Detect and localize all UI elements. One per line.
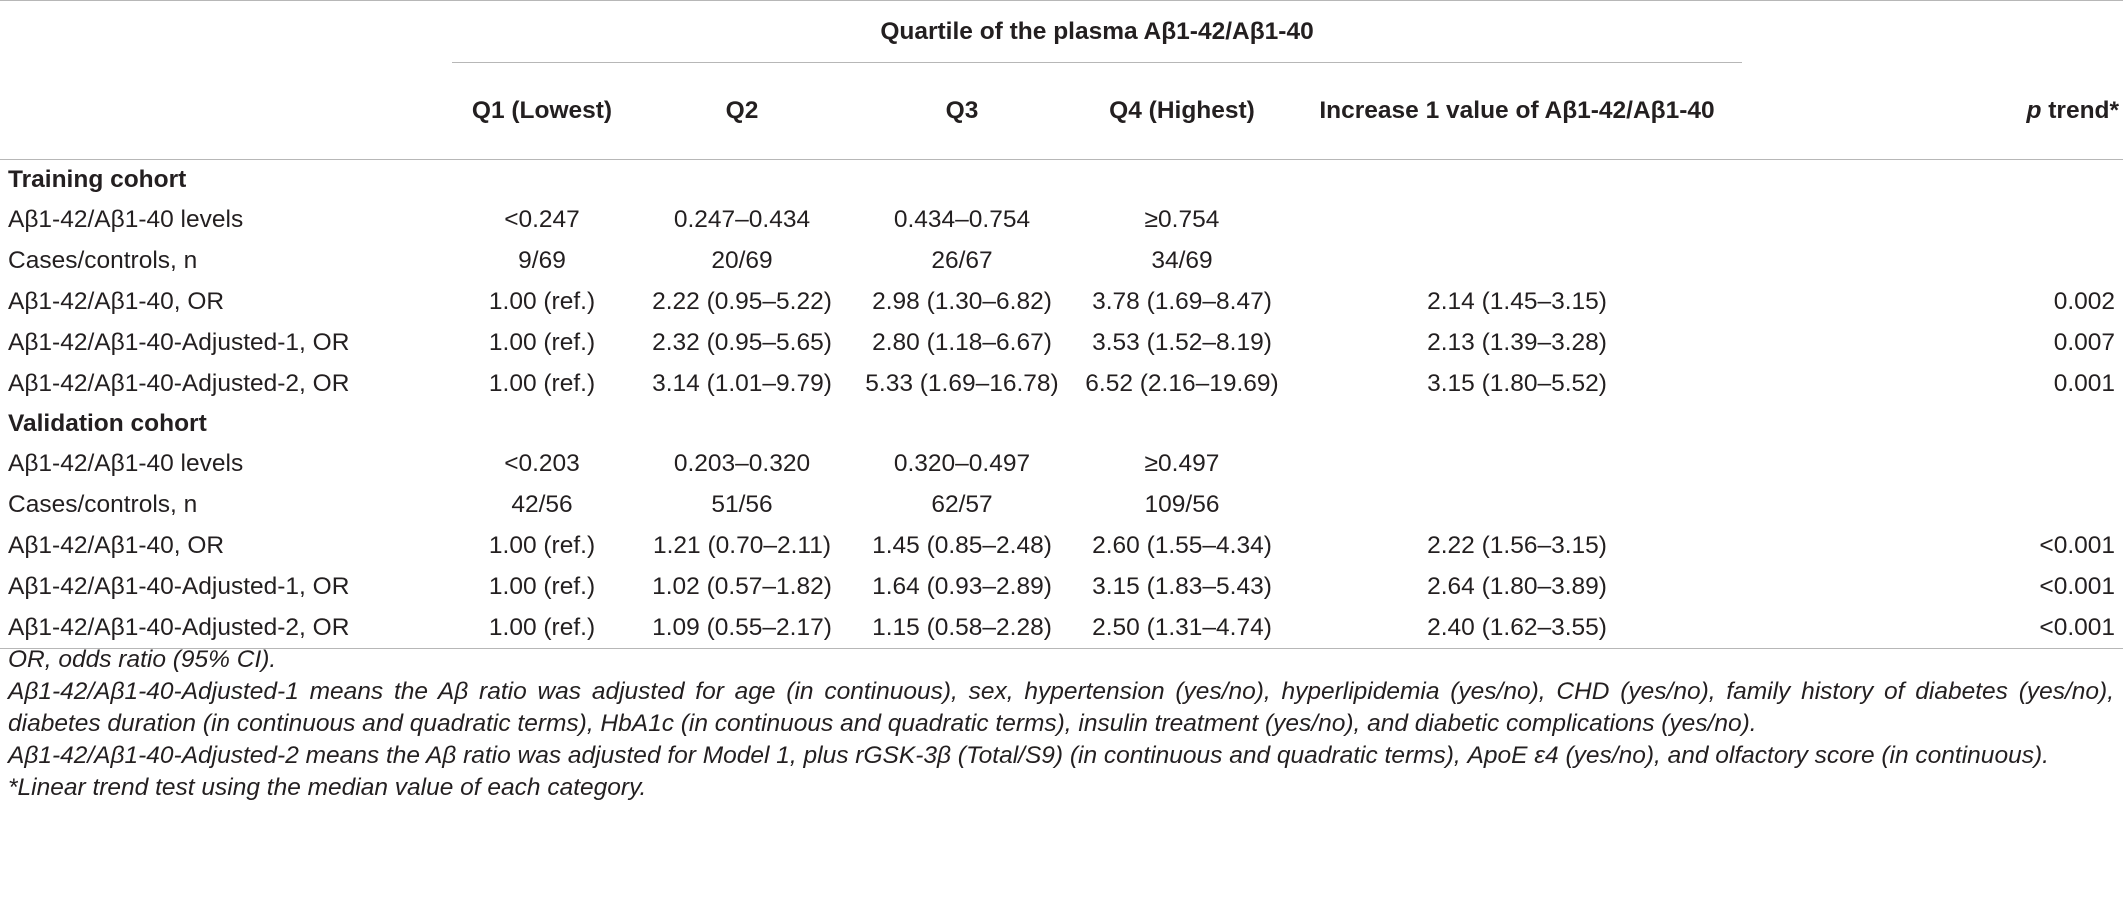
table-cell: 3.14 (1.01–9.79): [652, 369, 832, 397]
table-cell: 109/56: [1144, 490, 1220, 518]
column-header-p-trend: [1742, 63, 2123, 160]
table-footnotes: [8, 644, 2114, 804]
table-cell: 2.22 (1.56–3.15): [1427, 531, 1607, 559]
table-cell: 1.00 (ref.): [488, 287, 596, 315]
p-trend-text: trend*: [2041, 96, 2120, 124]
table-cell: 26/67: [931, 246, 993, 274]
table-cell: <0.247: [504, 205, 580, 233]
table-cell: <0.001: [1742, 607, 2123, 649]
table-cell: 2.98 (1.30–6.82): [872, 287, 1052, 315]
table-row: [0, 525, 2123, 566]
table-cell: 3.15 (1.83–5.43): [1092, 572, 1272, 600]
table-cell: 34/69: [1151, 246, 1213, 274]
table-cell: 3.15 (1.80–5.52): [1427, 369, 1607, 397]
table-cell: <0.203: [504, 449, 580, 477]
table-row: [0, 607, 2123, 649]
table-cell: 1.02 (0.57–1.82): [652, 572, 832, 600]
column-header-q1: Q1 (Lowest): [452, 63, 632, 160]
quartile-group-title: Quartile of the plasma Aβ1-42/Aβ1-40: [452, 1, 1742, 63]
table-cell: [1742, 199, 2123, 240]
table-row: [0, 199, 2123, 240]
table-cell: 0.434–0.754: [893, 205, 1031, 233]
row-label: Aβ1-42/Aβ1-40-Adjusted-1, OR: [8, 572, 350, 600]
row-label: Aβ1-42/Aβ1-40 levels: [8, 205, 244, 233]
section-header-row: [0, 160, 2123, 200]
table-cell: 0.002: [2053, 287, 2116, 315]
table-row: [0, 443, 2123, 484]
table-cell: 2.13 (1.39–3.28): [1427, 328, 1607, 356]
table-row: [0, 484, 2123, 525]
table-cell: 1.64 (0.93–2.89): [872, 572, 1052, 600]
section-header-row: [0, 404, 2123, 443]
table-cell: 42/56: [511, 490, 573, 518]
table-cell: 62/57: [931, 490, 993, 518]
table-row: [0, 240, 2123, 281]
footnote-adjusted-2: Aβ1-42/Aβ1-40-Adjusted-2 means the Aβ ratio was adjusted for Model 1, plus rGSK-3β (Total/S9) (in continuous and quadratic terms), ApoE ε4 (yes/no), and olfactory score (in continuous).: [8, 742, 2049, 769]
table-cell: 9/69: [518, 246, 566, 274]
table-cell: [1742, 443, 2123, 484]
table-row: [0, 566, 2123, 607]
table-cell: 1.00 (ref.): [488, 328, 596, 356]
table-cell: 0.007: [2053, 328, 2116, 356]
table-cell: [1742, 484, 2123, 525]
table-cell: 1.00 (ref.): [452, 607, 632, 649]
footnote-abbreviation: OR, odds ratio (95% CI).: [8, 646, 277, 673]
table-cell: 1.00 (ref.): [488, 531, 596, 559]
table-cell: 0.247–0.434: [673, 205, 811, 233]
table-cell: 2.50 (1.31–4.74): [1072, 607, 1292, 649]
table-cell: [1292, 443, 1742, 484]
table-row: [0, 363, 2123, 404]
table-cell: <0.001: [2039, 531, 2116, 559]
table-cell: 2.80 (1.18–6.67): [872, 328, 1052, 356]
header-empty-cell: [0, 63, 452, 160]
table-cell: [1292, 484, 1742, 525]
table-cell: [1742, 240, 2123, 281]
table-cell: 2.60 (1.55–4.34): [1092, 531, 1272, 559]
table-cell: 2.22 (0.95–5.22): [652, 287, 832, 315]
table-column-header-row: [0, 63, 2123, 160]
table-cell: 3.78 (1.69–8.47): [1092, 287, 1272, 315]
table-row: [0, 281, 2123, 322]
table-cell: 2.32 (0.95–5.65): [652, 328, 832, 356]
p-italic-text: p: [2026, 96, 2042, 124]
header-empty-cell: [1742, 1, 2123, 63]
table-cell: ≥0.497: [1144, 449, 1220, 477]
column-header-q3: Q3: [852, 63, 1072, 160]
table-cell: 1.00 (ref.): [488, 572, 596, 600]
table-cell: 1.09 (0.55–2.17): [632, 607, 852, 649]
row-label: Aβ1-42/Aβ1-40, OR: [8, 287, 225, 315]
table-cell: 1.45 (0.85–2.48): [872, 531, 1052, 559]
table-cell: 2.40 (1.62–3.55): [1292, 607, 1742, 649]
table-cell: 0.203–0.320: [673, 449, 811, 477]
table-cell: 1.15 (0.58–2.28): [852, 607, 1072, 649]
table-cell: 3.53 (1.52–8.19): [1092, 328, 1272, 356]
table-group-header-row: [0, 1, 2123, 63]
header-empty-cell: [0, 1, 452, 63]
section-title-validation: Validation cohort: [8, 409, 207, 437]
footnote-adjusted-1: Aβ1-42/Aβ1-40-Adjusted-1 means the Aβ ratio was adjusted for age (in continuous), sex, hypertension (yes/no), hyperlipidemia (yes/no), CHD (yes/no), family history of diabetes (yes/no), diabetes duration (in continuous and quadratic terms), HbA1c (in continuous and quadratic terms), insulin treatment (yes/no), and diabetic complications (yes/no).: [8, 678, 2114, 737]
column-header-increase: Increase 1 value of Aβ1-42/Aβ1-40: [1292, 63, 1742, 160]
table-cell: [1292, 199, 1742, 240]
table-cell: ≥0.754: [1144, 205, 1220, 233]
table-cell: 1.00 (ref.): [488, 369, 596, 397]
table-cell: 1.21 (0.70–2.11): [653, 531, 831, 559]
row-label: Aβ1-42/Aβ1-40 levels: [8, 449, 244, 477]
row-label: Cases/controls, n: [8, 246, 198, 274]
table-cell: 0.320–0.497: [893, 449, 1031, 477]
column-header-q4: Q4 (Highest): [1072, 63, 1292, 160]
table-cell: 6.52 (2.16–19.69): [1085, 369, 1279, 397]
table-cell: 0.001: [2053, 369, 2116, 397]
table-cell: 20/69: [711, 246, 773, 274]
table-cell: 51/56: [711, 490, 773, 518]
row-label: Aβ1-42/Aβ1-40-Adjusted-2, OR: [0, 607, 452, 649]
row-label: Aβ1-42/Aβ1-40, OR: [8, 531, 225, 559]
table-cell: 5.33 (1.69–16.78): [865, 369, 1059, 397]
row-label: Aβ1-42/Aβ1-40-Adjusted-2, OR: [8, 369, 350, 397]
table-cell: 2.14 (1.45–3.15): [1427, 287, 1607, 315]
table-cell: <0.001: [2039, 572, 2116, 600]
table-row: [0, 322, 2123, 363]
footnote-trend-test: *Linear trend test using the median value of each category.: [8, 774, 647, 801]
row-label: Cases/controls, n: [8, 490, 198, 518]
table-cell: 2.64 (1.80–3.89): [1427, 572, 1607, 600]
table-cell: [1292, 240, 1742, 281]
column-header-q2: Q2: [632, 63, 852, 160]
section-title-training: Training cohort: [8, 165, 187, 193]
row-label: Aβ1-42/Aβ1-40-Adjusted-1, OR: [8, 328, 350, 356]
